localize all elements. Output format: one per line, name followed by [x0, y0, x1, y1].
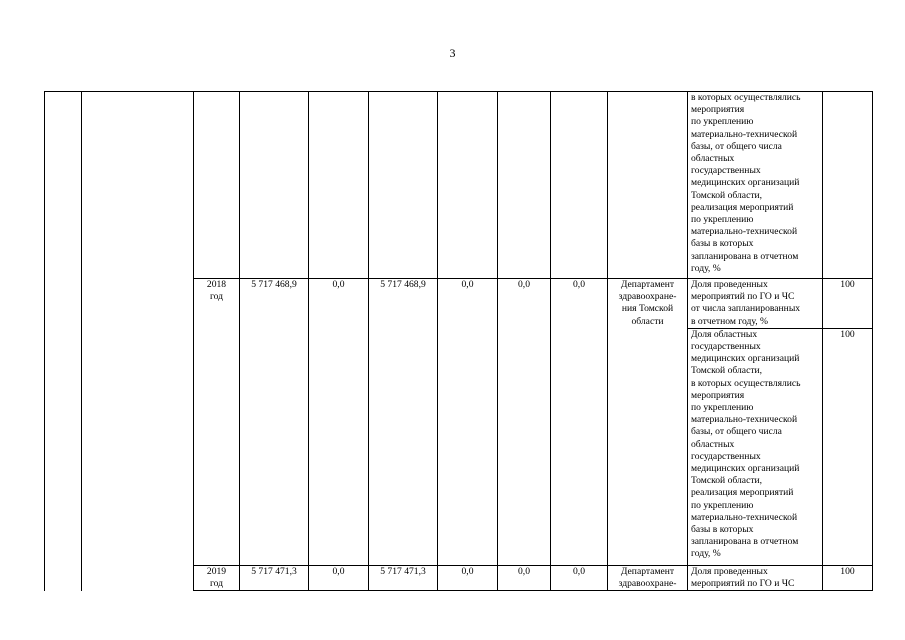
regional-cell: 5 717 468,9	[369, 279, 438, 566]
federal-cell: 0,0	[309, 279, 369, 566]
indicator-text: Доля проведенных мероприятий по ГО и ЧС от числа запланированных в отчетном году, %	[688, 279, 823, 329]
executor-cell: Департамент здравоохране-	[608, 565, 688, 590]
program-table	[44, 91, 873, 591]
other-cell: 0,0	[551, 279, 608, 566]
table-row	[45, 92, 873, 279]
total-cell: 5 717 471,3	[240, 565, 309, 590]
other-cell: 0,0	[551, 565, 608, 590]
task-cell	[82, 92, 194, 591]
target-value: 100	[823, 565, 873, 590]
page-number: 3	[449, 46, 456, 60]
local-cell: 0,0	[438, 279, 498, 566]
number-cell	[45, 92, 82, 591]
indicator-text: в которых осуществлялись мероприятия по укреплению материально-технической базы, от общего числа областных государственных медицинских организаций Томской области, реализация мероприятий по укреплению материально-технической базы в которых запланирована в отчетном году, %	[688, 92, 823, 279]
executor-cell: Департамент здравоохране- ния Томской области	[608, 279, 688, 566]
year-cell: 2019 год	[194, 565, 240, 590]
indicator-text: Доля областных государственных медицинских организаций Томской области, в которых осуществлялись мероприятия по укреплению материально-технической базы, от общего числа областных государственных медицинских организаций Томской области, реализация мероприятий по укреплению материально-технической базы в которых запланирована в отчетном году, %	[688, 328, 823, 565]
indicator-text: Доля проведенных мероприятий по ГО и ЧС	[688, 565, 823, 590]
local-cell: 0,0	[438, 565, 498, 590]
target-value: 100	[823, 279, 873, 329]
total-cell: 5 717 468,9	[240, 279, 309, 566]
federal-cell: 0,0	[309, 565, 369, 590]
extra-cell: 0,0	[498, 279, 551, 566]
regional-cell: 5 717 471,3	[369, 565, 438, 590]
year-cell: 2018 год	[194, 279, 240, 566]
target-value: 100	[823, 328, 873, 565]
extra-cell: 0,0	[498, 565, 551, 590]
